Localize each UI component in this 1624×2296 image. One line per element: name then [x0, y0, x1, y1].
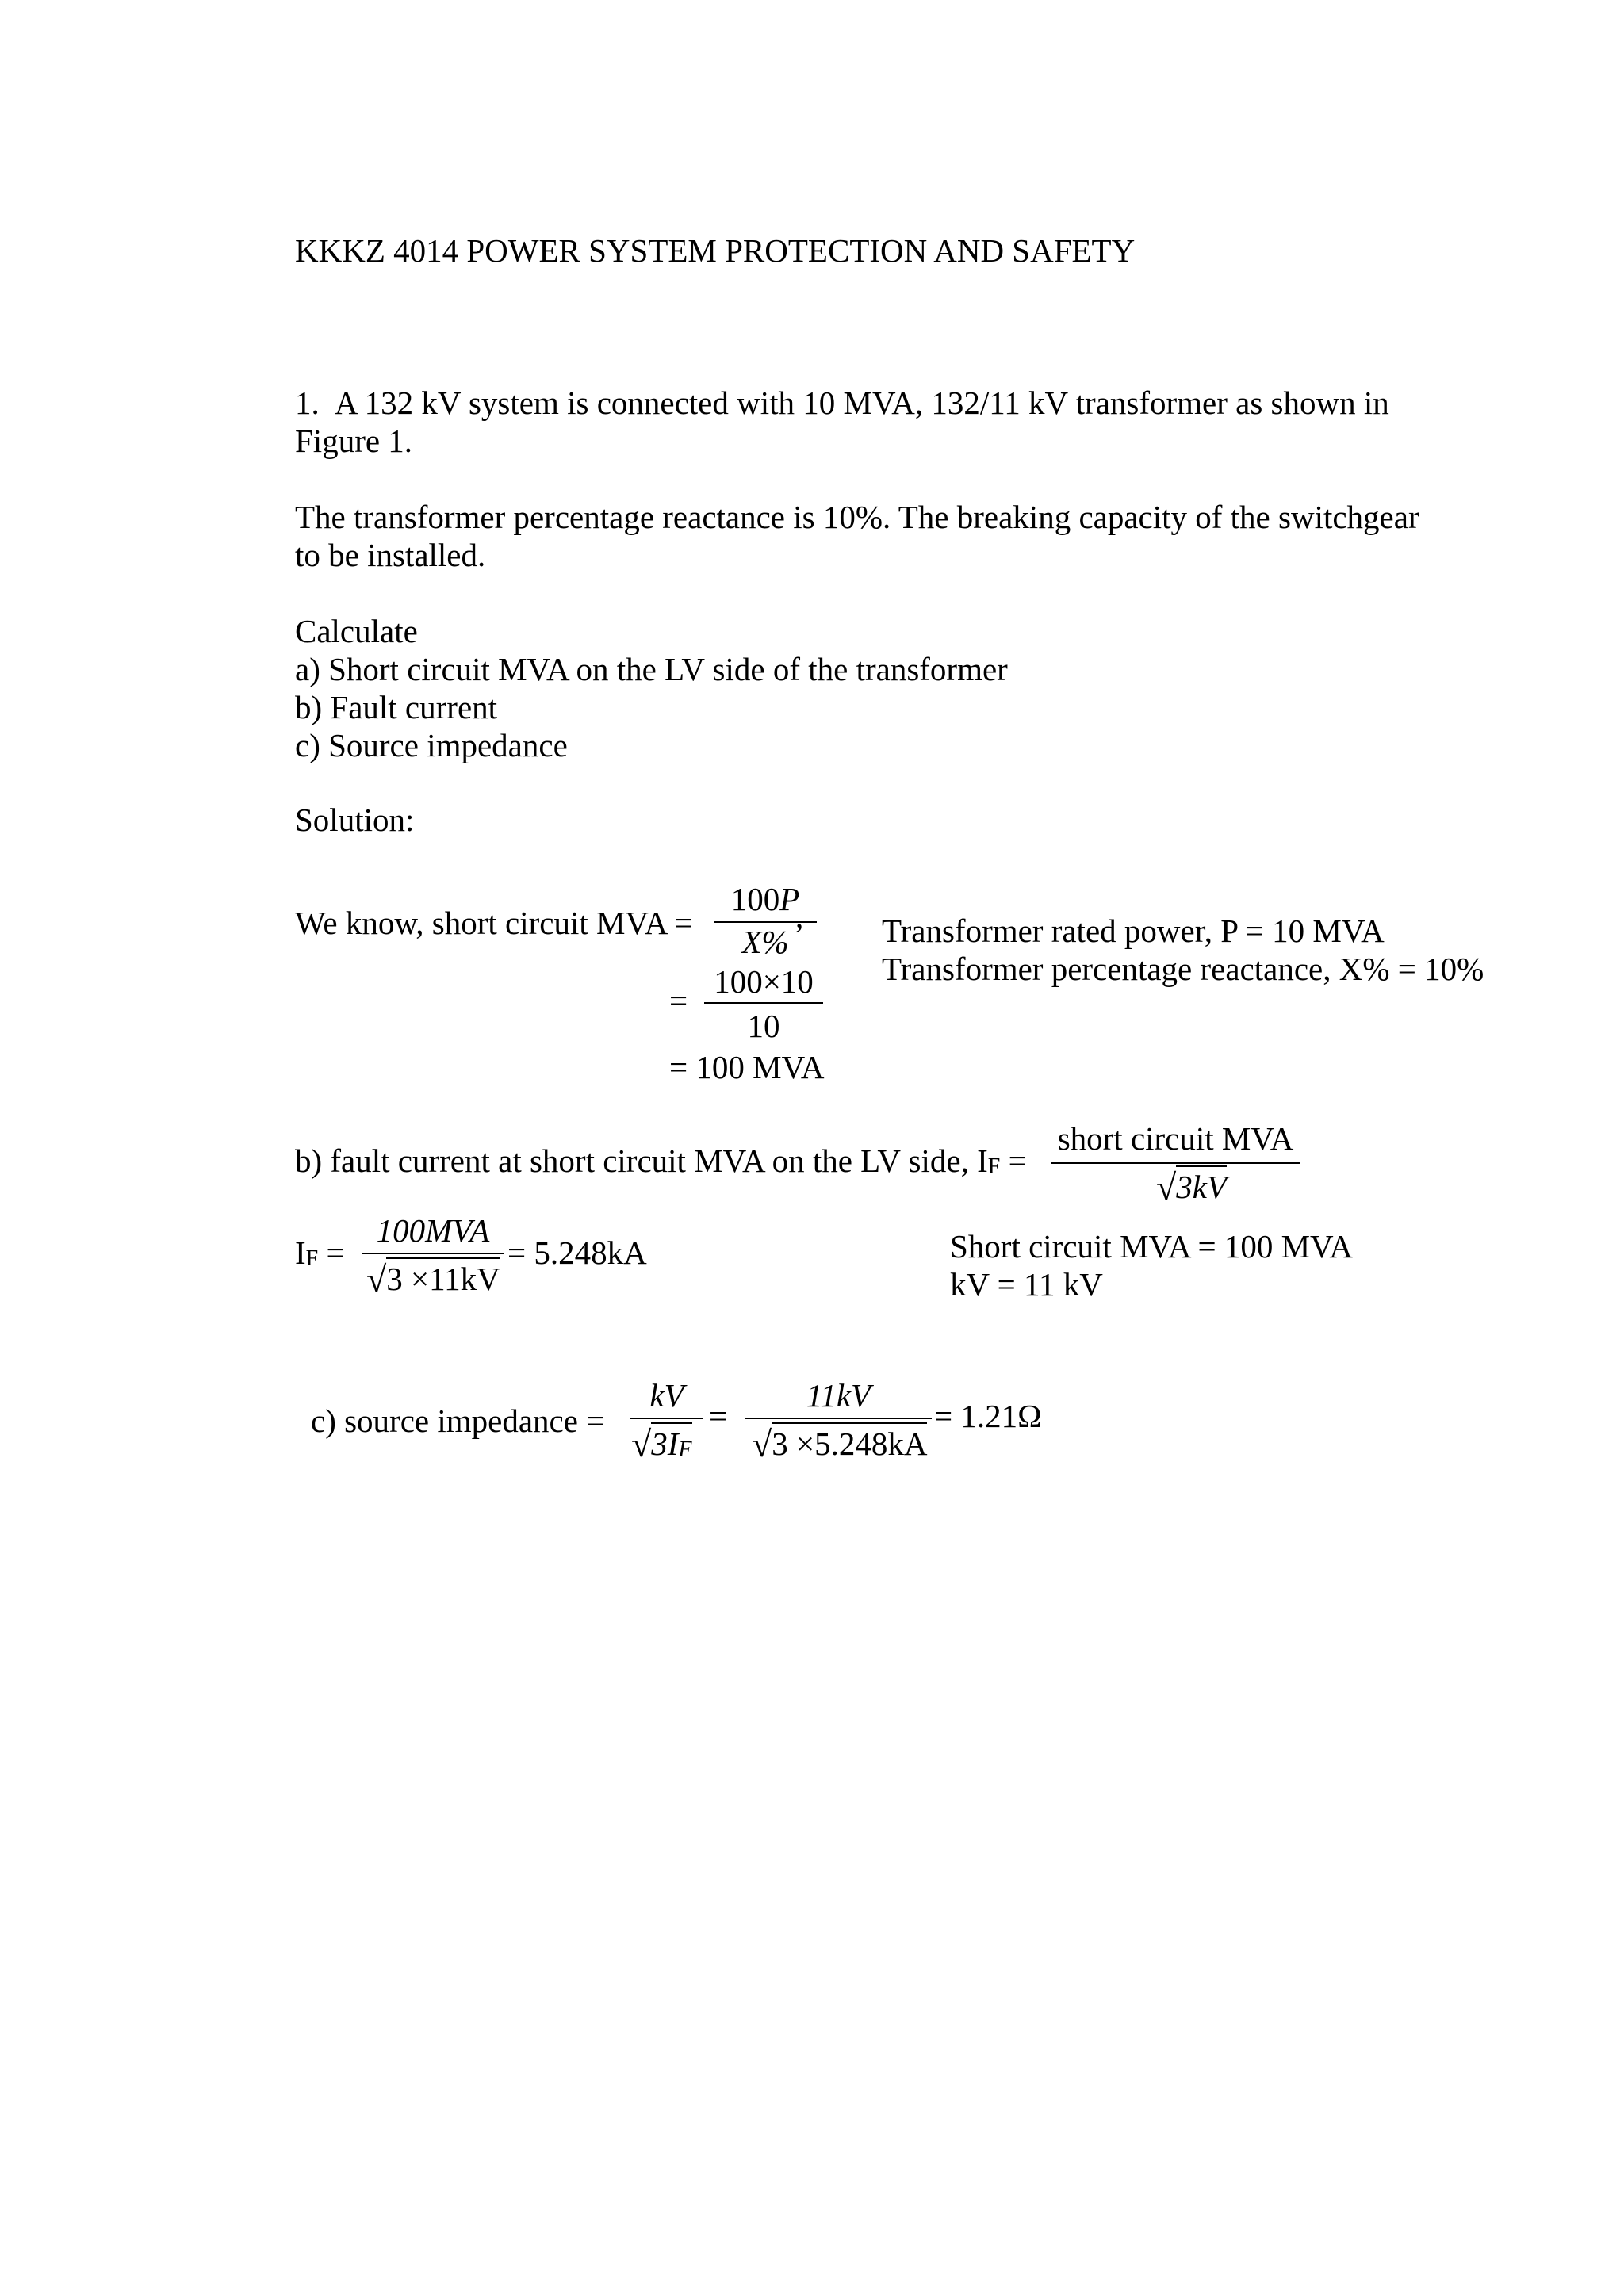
- part-c-frac1-numerator: kV: [649, 1377, 684, 1414]
- part-b-result: = 5.248kA: [508, 1234, 647, 1271]
- part-a-lhs: We know, short circuit MVA =: [295, 905, 693, 941]
- part-b-formula-denominator: √3kV: [1156, 1167, 1227, 1207]
- part-b-given-1: Short circuit MVA = 100 MVA: [950, 1228, 1353, 1265]
- question-paragraph-2-line-2: to be installed.: [295, 537, 486, 573]
- part-a-frac1-denominator: X%: [741, 924, 789, 960]
- part-b-given-2: kV = 11 kV: [950, 1266, 1103, 1303]
- item-c: c) Source impedance: [295, 727, 568, 763]
- part-c-frac2-denominator: √3 ×5.248kA: [752, 1424, 928, 1464]
- sqrt-symbol: √: [366, 1259, 387, 1299]
- part-a-frac2-denominator: 10: [747, 1008, 780, 1044]
- question-line-1: A 132 kV system is connected with 10 MVA, 132/11 kV transformer as shown in: [335, 385, 1389, 421]
- question-paragraph-2-line-1: The transformer percentage reactance is 10%. The breaking capacity of the switchgear: [295, 499, 1419, 535]
- part-c-frac2-bar: [745, 1418, 932, 1419]
- part-a-frac2-bar: [704, 1002, 823, 1004]
- question-line-2: Figure 1.: [295, 423, 413, 459]
- part-b-fraction-bar: [362, 1253, 504, 1254]
- part-a-frac1-numerator: 100P: [730, 881, 800, 917]
- solution-label: Solution:: [295, 802, 415, 838]
- part-a-frac2-numerator: 100×10: [714, 963, 814, 1000]
- part-b-if-label: IF =: [295, 1234, 345, 1271]
- part-c-lhs: c) source impedance =: [311, 1402, 605, 1439]
- item-b: b) Fault current: [295, 689, 498, 725]
- part-c-frac2-numerator: 11kV: [806, 1377, 871, 1414]
- part-a-result: = 100 MVA: [669, 1049, 825, 1085]
- part-b-lhs: b) fault current at short circuit MVA on the LV side, IF =: [295, 1142, 1027, 1179]
- sqrt-symbol: √: [631, 1424, 652, 1464]
- item-a: a) Short circuit MVA on the LV side of the transformer: [295, 651, 1008, 687]
- sqrt-symbol: √: [1156, 1167, 1177, 1207]
- part-c-equals: =: [709, 1398, 728, 1434]
- calculate-label: Calculate: [295, 613, 418, 649]
- part-a-equals: =: [669, 982, 688, 1019]
- part-b-numerator: 100MVA: [376, 1212, 490, 1249]
- part-c-frac1-bar: [630, 1418, 703, 1419]
- part-b-formula-numerator: short circuit MVA: [1057, 1120, 1294, 1157]
- course-title: KKKZ 4014 POWER SYSTEM PROTECTION AND SAFETY: [295, 232, 1136, 269]
- part-a-comma: ,: [795, 898, 804, 935]
- sqrt-symbol: √: [752, 1424, 772, 1464]
- question-number: 1.: [295, 385, 320, 421]
- part-b-formula-bar: [1051, 1162, 1300, 1164]
- part-c-result: = 1.21Ω: [934, 1398, 1042, 1434]
- part-c-frac1-denominator: √3IF: [631, 1422, 692, 1469]
- part-a-given-2: Transformer percentage reactance, X% = 10%: [882, 951, 1484, 987]
- part-a-given-1: Transformer rated power, P = 10 MVA: [882, 913, 1385, 949]
- part-b-denominator: √3 ×11kV: [366, 1259, 500, 1299]
